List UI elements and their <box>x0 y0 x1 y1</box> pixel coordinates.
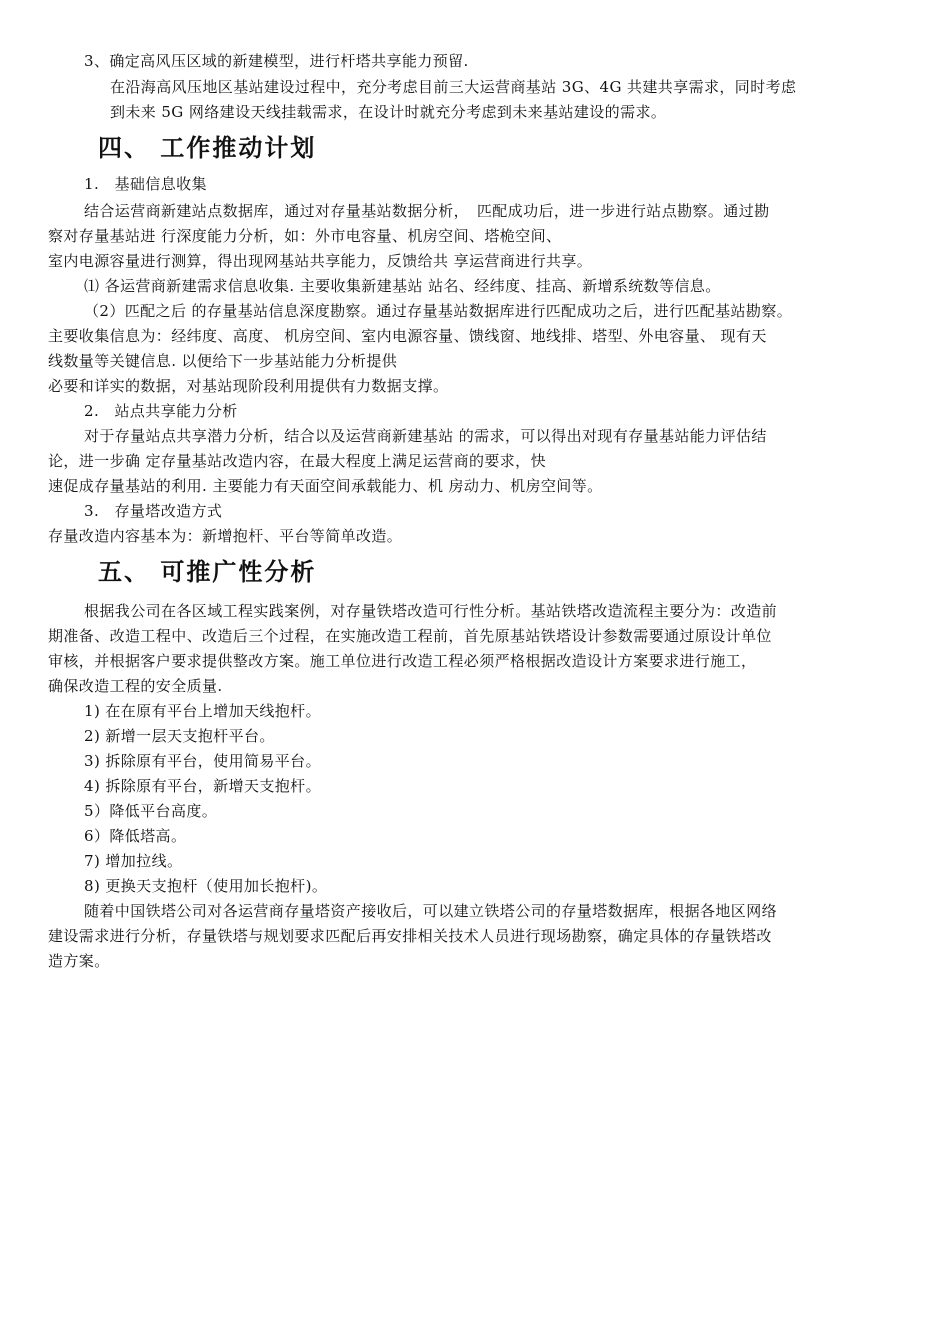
list-item: 2) 新增一层天支抱杆平台。 <box>84 727 275 745</box>
list-item: 8) 更换天支抱杆（使用加长抱杆)。 <box>84 877 328 895</box>
paragraph-line: 察对存量基站进 行深度能力分析，如：外市电容量、机房空间、塔桅空间、 <box>48 227 562 245</box>
paragraph-line: 到未来 5G 网络建设天线挂载需求，在设计时就充分考虑到未来基站建设的需求。 <box>110 103 667 121</box>
list-item: 5）降低平台高度。 <box>84 802 218 820</box>
paragraph-line: 室内电源容量进行测算，得出现网基站共享能力，反馈给共 享运营商进行共享。 <box>48 252 593 270</box>
paragraph-line: 对于存量站点共享潜力分析，结合以及运营商新建基站 的需求，可以得出对现有存量基站能力评估结 <box>84 427 767 445</box>
paragraph-line: 造方案。 <box>48 952 110 970</box>
paragraph-line: 论，进一步确 定存量基站改造内容，在最大程度上满足运营商的要求，快 <box>48 452 546 470</box>
paragraph-line: 必要和详实的数据，对基站现阶段利用提供有力数据支撑。 <box>48 377 449 395</box>
paragraph-line: （2）匹配之后 的存量基站信息深度勘察。通过存量基站数据库进行匹配成功之后，进行匹配基站勘察。 <box>84 302 793 320</box>
chapter-four-title: 四、 工作推动计划 <box>98 134 317 162</box>
paragraph-line: 随着中国铁塔公司对各运营商存量塔资产接收后，可以建立铁塔公司的存量塔数据库，根据各地区网络 <box>84 902 778 920</box>
paragraph-line: 确保改造工程的安全质量. <box>48 677 223 695</box>
subsection-title: 3. 存量塔改造方式 <box>84 502 223 520</box>
paragraph-line: 建设需求进行分析，存量铁塔与规划要求匹配后再安排相关技术人员进行现场勘察，确定具体的存量铁塔改 <box>48 927 772 945</box>
paragraph-line: 在沿海高风压地区基站建设过程中，充分考虑目前三大运营商基站 3G、4G 共建共享需求，同时考虑 <box>110 78 797 96</box>
paragraph-line: 存量改造内容基本为：新增抱杆、平台等简单改造。 <box>48 527 403 545</box>
paragraph-line: 期准备、改造工程中、改造后三个过程，在实施改造工程前，首先原基站铁塔设计参数需要通过原设计单位 <box>48 627 772 645</box>
paragraph-line: 结合运营商新建站点数据库，通过对存量基站数据分析， 匹配成功后，进一步进行站点勘察。通过勘 <box>84 202 770 220</box>
paragraph-line: ⑴ 各运营商新建需求信息收集. 主要收集新建基站 站名、经纬度、挂高、新增系统数等信息。 <box>84 277 721 295</box>
paragraph-line: 主要收集信息为：经纬度、高度、 机房空间、室内电源容量、馈线窗、地线排、塔型、外电容量、 现有天 <box>48 327 767 345</box>
chapter-five-title: 五、 可推广性分析 <box>98 558 317 586</box>
section3-heading: 3、确定高风压区域的新建模型，进行杆塔共享能力预留. <box>84 52 469 70</box>
subsection-title: 2. 站点共享能力分析 <box>84 402 238 420</box>
paragraph-line: 线数量等关键信息. 以便给下一步基站能力分析提供 <box>48 352 398 370</box>
list-item: 4) 拆除原有平台，新增天支抱杆。 <box>84 777 321 795</box>
paragraph-line: 速促成存量基站的利用. 主要能力有天面空间承载能力、机 房动力、机房空间等。 <box>48 477 603 495</box>
subsection-title: 1. 基础信息收集 <box>84 175 207 193</box>
list-item: 7) 增加拉线。 <box>84 852 183 870</box>
paragraph-line: 根据我公司在各区域工程实践案例，对存量铁塔改造可行性分析。基站铁塔改造流程主要分为：改造前 <box>84 602 778 620</box>
paragraph-line: 审核，并根据客户要求提供整改方案。施工单位进行改造工程必须严格根据改造设计方案要求进行施工， <box>48 652 757 670</box>
list-item: 6）降低塔高。 <box>84 827 187 845</box>
list-item: 1) 在在原有平台上增加天线抱杆。 <box>84 702 321 720</box>
list-item: 3) 拆除原有平台，使用简易平台。 <box>84 752 321 770</box>
